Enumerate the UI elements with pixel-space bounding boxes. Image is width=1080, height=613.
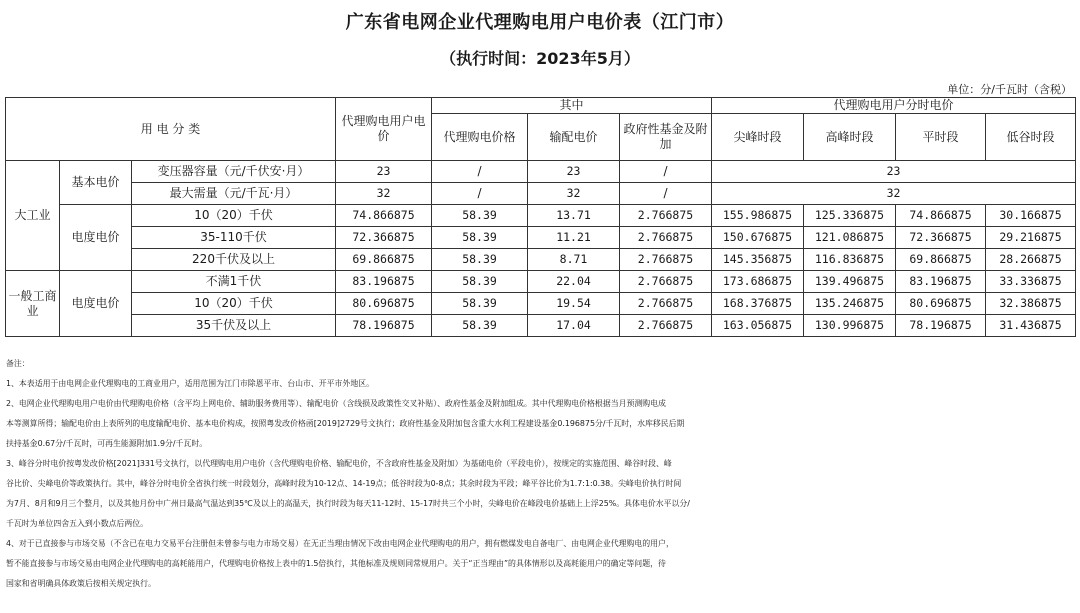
- row-label: 35千伏及以上: [132, 315, 336, 337]
- cell-price: 69.866875: [336, 249, 432, 271]
- cell-purchase: 58.39: [432, 227, 528, 249]
- page-subtitle: （执行时间：2023年5月）: [440, 49, 640, 68]
- cell-purchase: 58.39: [432, 249, 528, 271]
- cell-price: 78.196875: [336, 315, 432, 337]
- row-label: 变压器容量（元/千伏安·月）: [132, 161, 336, 183]
- notes-section: [6, 354, 1074, 594]
- table-row: [6, 227, 1076, 249]
- cell-price: 72.366875: [336, 227, 432, 249]
- note-3-line-2: 谷比价、尖峰电价等政策执行。其中，峰谷分时电价全省执行统一时段划分，高峰时段为10-12点、14-19点；低谷时段为0-8点；其余时段为平段；峰平谷比价为1.7:1:0.38。尖峰电价执行时间: [6, 479, 682, 488]
- notes-heading: 备注：: [6, 359, 30, 368]
- cell-transmission: 8.71: [528, 249, 620, 271]
- cell-fund: 2.766875: [620, 271, 712, 293]
- row-label: 10（20）千伏: [132, 205, 336, 227]
- note-3-line-1: 3、峰谷分时电价按粤发改价格[2021]331号文执行，以代理购电用户电价（含代理购电价格、输配电价，不含政府性基金及附加）为基础电价（平段电价），按规定的实施范围、峰谷时段、峰: [6, 459, 672, 468]
- cell-fund: /: [620, 161, 712, 183]
- table-row: [6, 205, 1076, 227]
- cell-valley: 33.336875: [986, 271, 1076, 293]
- cell-flat: 83.196875: [896, 271, 986, 293]
- header-peak: 高峰时段: [804, 114, 896, 161]
- cell-fund: 2.766875: [620, 293, 712, 315]
- cell-peak: 135.246875: [804, 293, 896, 315]
- header-flat: 平时段: [896, 114, 986, 161]
- row-label: 最大需量（元/千瓦·月）: [132, 183, 336, 205]
- cell-sharp: 145.356875: [712, 249, 804, 271]
- table-row: [6, 293, 1076, 315]
- cell-flat: 69.866875: [896, 249, 986, 271]
- cell-tou: 23: [712, 161, 1076, 183]
- group-energy-price: 电度电价: [60, 205, 132, 271]
- header-row-1: [6, 98, 1076, 114]
- cell-fund: 2.766875: [620, 249, 712, 271]
- row-label: 10（20）千伏: [132, 293, 336, 315]
- cell-flat: 78.196875: [896, 315, 986, 337]
- note-3-line-3: 为7月、8月和9月三个整月，以及其他月份中广州日最高气温达到35℃及以上的高温天，执行时段为每天11-12时、15-17时共三个小时，尖峰电价在峰段电价基础上上浮25%。具体电价水平以分/: [6, 499, 690, 508]
- cell-peak: 139.496875: [804, 271, 896, 293]
- header-purchase-price: 代理购电价格: [432, 114, 528, 161]
- note-1: 1、本表适用于由电网企业代理购电的工商业用户，适用范围为江门市除恩平市、台山市、开平市外地区。: [6, 379, 374, 388]
- cell-flat: 74.866875: [896, 205, 986, 227]
- header-valley: 低谷时段: [986, 114, 1076, 161]
- cell-transmission: 17.04: [528, 315, 620, 337]
- note-2-line-3: 扶持基金0.67分/千瓦时，可再生能源附加1.9分/千瓦时。: [6, 439, 208, 448]
- cell-valley: 29.216875: [986, 227, 1076, 249]
- group-basic-price: 基本电价: [60, 161, 132, 205]
- page-title: 广东省电网企业代理购电用户电价表（江门市）: [345, 12, 735, 33]
- row-label: 35-110千伏: [132, 227, 336, 249]
- cell-peak: 121.086875: [804, 227, 896, 249]
- cell-transmission: 32: [528, 183, 620, 205]
- note-3-line-4: 千瓦时为单位四舍五入到小数点后两位。: [6, 519, 149, 528]
- cell-peak: 125.336875: [804, 205, 896, 227]
- table-row: [6, 161, 1076, 183]
- cell-purchase: 58.39: [432, 315, 528, 337]
- cell-purchase: /: [432, 183, 528, 205]
- cell-peak: 130.996875: [804, 315, 896, 337]
- table-row: [6, 271, 1076, 293]
- cell-sharp: 163.056875: [712, 315, 804, 337]
- header-transmission-price: 输配电价: [528, 114, 620, 161]
- header-gov-fund: 政府性基金及附加: [620, 114, 712, 161]
- cell-sharp: 168.376875: [712, 293, 804, 315]
- header-peak-sharp: 尖峰时段: [712, 114, 804, 161]
- cell-valley: 31.436875: [986, 315, 1076, 337]
- note-4-line-1: 4、对于已直接参与市场交易（不含已在电力交易平台注册但未曾参与电力市场交易）在无正当理由情况下改由电网企业代理购电的用户，拥有燃煤发电自备电厂、由电网企业代理购电的用户，: [6, 539, 674, 548]
- cell-price: 32: [336, 183, 432, 205]
- cell-transmission: 23: [528, 161, 620, 183]
- table-row: [6, 249, 1076, 271]
- price-table: [5, 97, 1076, 337]
- cell-price: 83.196875: [336, 271, 432, 293]
- header-category: 用 电 分 类: [6, 98, 336, 161]
- header-tou-group: 代理购电用户分时电价: [712, 98, 1076, 114]
- cell-flat: 72.366875: [896, 227, 986, 249]
- cell-purchase: /: [432, 161, 528, 183]
- cell-fund: /: [620, 183, 712, 205]
- cell-price: 80.696875: [336, 293, 432, 315]
- cell-price: 74.866875: [336, 205, 432, 227]
- cell-valley: 30.166875: [986, 205, 1076, 227]
- note-2-line-1: 2、电网企业代理购电用户电价由代理购电价格（含平均上网电价、辅助服务费用等）、输配电价（含线损及政策性交叉补贴）、政府性基金及附加组成。其中代理购电价格根据当月预测购电成: [6, 399, 666, 408]
- cell-fund: 2.766875: [620, 205, 712, 227]
- cell-fund: 2.766875: [620, 227, 712, 249]
- header-of-which: 其中: [432, 98, 712, 114]
- cell-purchase: 58.39: [432, 205, 528, 227]
- cell-transmission: 19.54: [528, 293, 620, 315]
- cell-sharp: 150.676875: [712, 227, 804, 249]
- table-row: [6, 315, 1076, 337]
- cell-sharp: 155.986875: [712, 205, 804, 227]
- note-4-line-3: 国家和省明确具体政策后按相关规定执行。: [6, 579, 156, 588]
- group-general: 一般工商业: [6, 271, 60, 337]
- cell-fund: 2.766875: [620, 315, 712, 337]
- note-2-line-2: 本等测算所得；输配电价由上表所列的电度输配电价、基本电价构成，按照粤发改价格函[2019]2729号文执行；政府性基金及附加包含重大水利工程建设基金0.196875分/千瓦时，水库移民后期: [6, 419, 685, 428]
- cell-peak: 116.836875: [804, 249, 896, 271]
- cell-transmission: 11.21: [528, 227, 620, 249]
- group-large-industry: 大工业: [6, 161, 60, 271]
- cell-purchase: 58.39: [432, 293, 528, 315]
- cell-transmission: 22.04: [528, 271, 620, 293]
- table-row: [6, 183, 1076, 205]
- unit-label: 单位：分/千瓦时（含税）: [947, 83, 1072, 96]
- cell-valley: 28.266875: [986, 249, 1076, 271]
- cell-sharp: 173.686875: [712, 271, 804, 293]
- cell-valley: 32.386875: [986, 293, 1076, 315]
- row-label: 不满1千伏: [132, 271, 336, 293]
- group-energy-price: 电度电价: [60, 271, 132, 337]
- cell-tou: 32: [712, 183, 1076, 205]
- row-label: 220千伏及以上: [132, 249, 336, 271]
- cell-flat: 80.696875: [896, 293, 986, 315]
- cell-purchase: 58.39: [432, 271, 528, 293]
- cell-price: 23: [336, 161, 432, 183]
- cell-transmission: 13.71: [528, 205, 620, 227]
- header-agent-price: 代理购电用户电价: [336, 98, 432, 161]
- note-4-line-2: 暂不能直接参与市场交易由电网企业代理购电的高耗能用户，代理购电价格按上表中的1.5倍执行，其他标准及规则同常规用户。关于“正当理由”的具体情形以及高耗能用户的确定等问题，待: [6, 559, 666, 568]
